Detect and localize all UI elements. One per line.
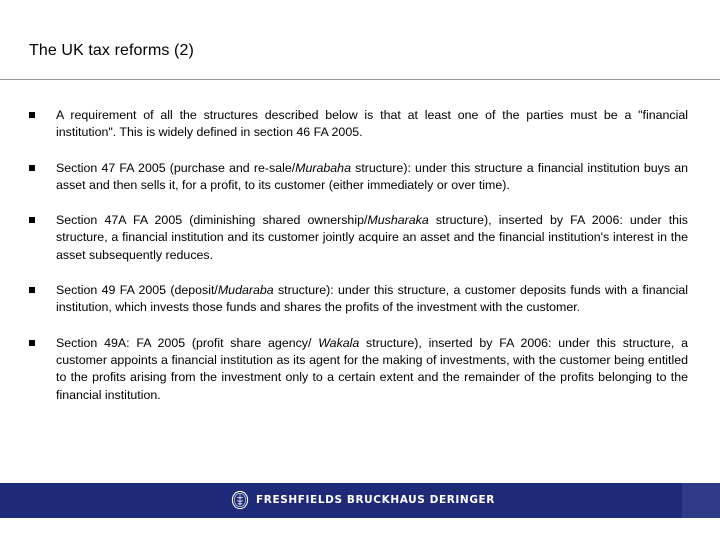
bullet-text: Section 47A FA 2005 (diminishing shared ownership/Musharaka structure), inserted by FA 2006: under this structure, a financial institution and its customer jointly acquire an asset and the financial institution's interest in the asset subsequently reduces.	[56, 213, 689, 262]
square-bullet-icon	[29, 217, 35, 223]
bullet-item	[0, 282, 720, 317]
slide-title: The UK tax reforms (2)	[29, 42, 194, 59]
square-bullet-icon	[29, 287, 35, 293]
bullet-item	[0, 160, 720, 195]
title-divider	[0, 79, 720, 80]
structure-term: Mudaraba	[217, 283, 274, 298]
square-bullet-icon	[29, 165, 35, 171]
square-bullet-icon	[29, 112, 35, 118]
structure-term: Murabaha	[295, 160, 351, 175]
footer-accent-block	[682, 483, 720, 518]
bullet-text: A requirement of all the structures described below is that at least one of the parties must be a "financial institution". This is widely defined in section 46 FA 2005.	[56, 108, 688, 140]
bullet-item	[0, 335, 720, 404]
freshfields-crest-icon	[231, 490, 249, 510]
footer-logo	[231, 489, 495, 511]
structure-term: Musharaka	[367, 213, 429, 228]
square-bullet-icon	[29, 340, 35, 346]
footer-logo-text: FRESHFIELDS BRUCKHAUS DERINGER	[256, 494, 495, 506]
bullet-text: Section 49 FA 2005 (deposit/Mudaraba structure): under this structure, a customer deposits funds with a financial institution, which invests those funds and shares the profits of the investment with the customer.	[56, 283, 688, 315]
bullet-item	[0, 107, 720, 142]
structure-term: Wakala	[318, 335, 360, 350]
bullet-item	[0, 212, 720, 264]
bottom-margin	[0, 518, 720, 540]
bullet-text: Section 49A: FA 2005 (profit share agency/ Wakala structure), inserted by FA 2006: under this structure, a customer appoints a financial institution as its agent for the making of investments, with the customer being entitled to the profits arising from the investment only to a certain extent and the remainder of the profits belonging to the financial institution.	[56, 335, 688, 402]
bullet-text: Section 47 FA 2005 (purchase and re-sale/Murabaha structure): under this structure a financial institution buys an asset and then sells it, for a profit, to its customer (either immediately or over time).	[56, 160, 688, 192]
bullet-list	[0, 107, 720, 422]
